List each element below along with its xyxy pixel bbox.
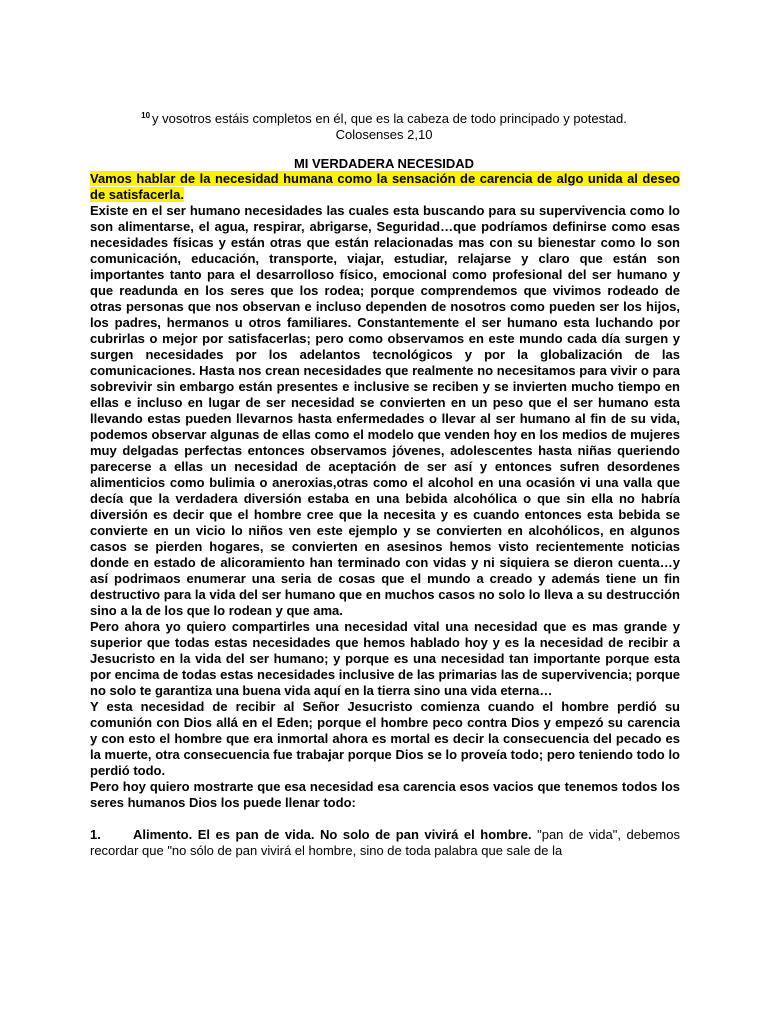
paragraph-1: Existe en el ser humano necesidades las cuales esta buscando para su supervivencia como lo son alimentarse, el agua, respirar, abrigarse, Seguridad…que podríamos definirse como esas necesidades físicas y están otras que están relacionadas mas con su bienestar como lo son comunicación, educación, transporte, viajar, estudiar, relajarse y claro que están son importantes tanto para el desarrolloso físico, emocional como profesional del ser humano y que readunda en los seres que los rodea; porque comprendemos que vivimos rodeado de otras personas que nos observan e incluso dependen de nosotros como pueden ser los hijos, los padres, hermanos u otros familiares. Constantemente el ser humano esta luchando por cubrirlas o mejor por satisfacerlas; pero como observamos en este mundo cada día surgen y surgen necesidades por los adelantos tecnológicos y por la globalización de las comunicaciones. Hasta nos crean necesidades que realmente no necesitamos para vivir o para sobrevivir sin embargo están presentes e inclusive se reciben y se invierten mucho tiempo en ellas e incluso en lugar de ser necesidad se convierten en un peso que el ser humano esta llevando estas pueden llevarnos hasta enfermedades o llevar al ser humano al fin de su vida, podemos observar algunas de ellas como el modelo que venden hoy en los medios de mujeres muy delgadas perfectas entonces observamos jóvenes, adolescentes hasta niñas queriendo parecerse a ellas un necesidad de aceptación de ser así y entonces sufren desordenes alimenticios como bulimia o aneroxias,otras como el alcohol en una ocasión vi una valla que decía que la verdadera diversión estaba en una bebida alcohólica o que sin ella no habría diversión es decir que el hombre cree que la necesita y es cuando entonces esta bebida se convierte en un vicio lo niños ven este ejemplo y se convierten en alcohólicos, en algunos casos se pierden hogares, se convierten en asesinos hemos visto recientemente noticias donde en estado de alicoramiento han terminado con vidas y ni siquiera se dieron cuenta…y así podrimaos enumerar una seria de cosas que el mundo a creado y además tiene un fin destructivo para la vida del ser humano que en muchos casos no solo lo lleva a su destrucción sino a la de los que lo rodean y que ama. <box>90 203 680 618</box>
highlight-text: Vamos hablar de la necesidad humana como la sensación de carencia de algo unida al deseo de satisfacerla. <box>90 171 680 202</box>
paragraph-4: Pero hoy quiero mostrarte que esa necesidad esa carencia esos vacios que tenemos todos los seres humanos Dios los puede llenar todo: <box>90 779 680 810</box>
paragraph-3: Y esta necesidad de recibir al Señor Jesucristo comienza cuando el hombre perdió su comunión con Dios allá en el Eden; porque el hombre peco contra Dios y empezó su carencia y con esto el hombre que era inmortal ahora es mortal es decir la consecuencia del pecado es la muerte, otra consecuencia fue trabajar porque Dios se lo proveía todo; pero teniendo todo lo perdió todo. <box>90 699 680 778</box>
document-title: MI VERDADERA NECESIDAD <box>293 156 475 171</box>
list-normal-text: "pan de vida", debemos recordar que "no sólo de pan vivirá el hombre, sino de toda palabra que sale de la <box>90 827 680 858</box>
epigraph-verse-line <box>90 108 678 127</box>
paragraph-2: Pero ahora yo quiero compartirles una necesidad vital una necesidad que es mas grande y superior que todas estas necesidades que hemos hablado hoy y es la necesidad de recibir a Jesucristo en la vida del ser humano; y porque es una necesidad tan importante porque esta por encima de todas estas necesidades inclusive de las primarias las de supervivencia; porque no solo te garantiza una buena vida aquí en la tierra sino una vida eterna… <box>90 619 680 698</box>
list-bold-text: Alimento. El es pan de vida. No solo de pan vivirá el hombre. <box>133 827 532 842</box>
highlighted-intro <box>90 171 680 203</box>
list-number: 1. <box>90 827 101 842</box>
verse-number: 10 <box>141 111 151 120</box>
epigraph-reference: Colosenses 2,10 <box>335 127 433 142</box>
epigraph-text: y vosotros estáis completos en él, que es la cabeza de todo principado y potestad. <box>152 111 627 126</box>
list-item-1 <box>90 827 680 859</box>
document-body <box>90 171 680 859</box>
epigraph <box>90 108 678 143</box>
